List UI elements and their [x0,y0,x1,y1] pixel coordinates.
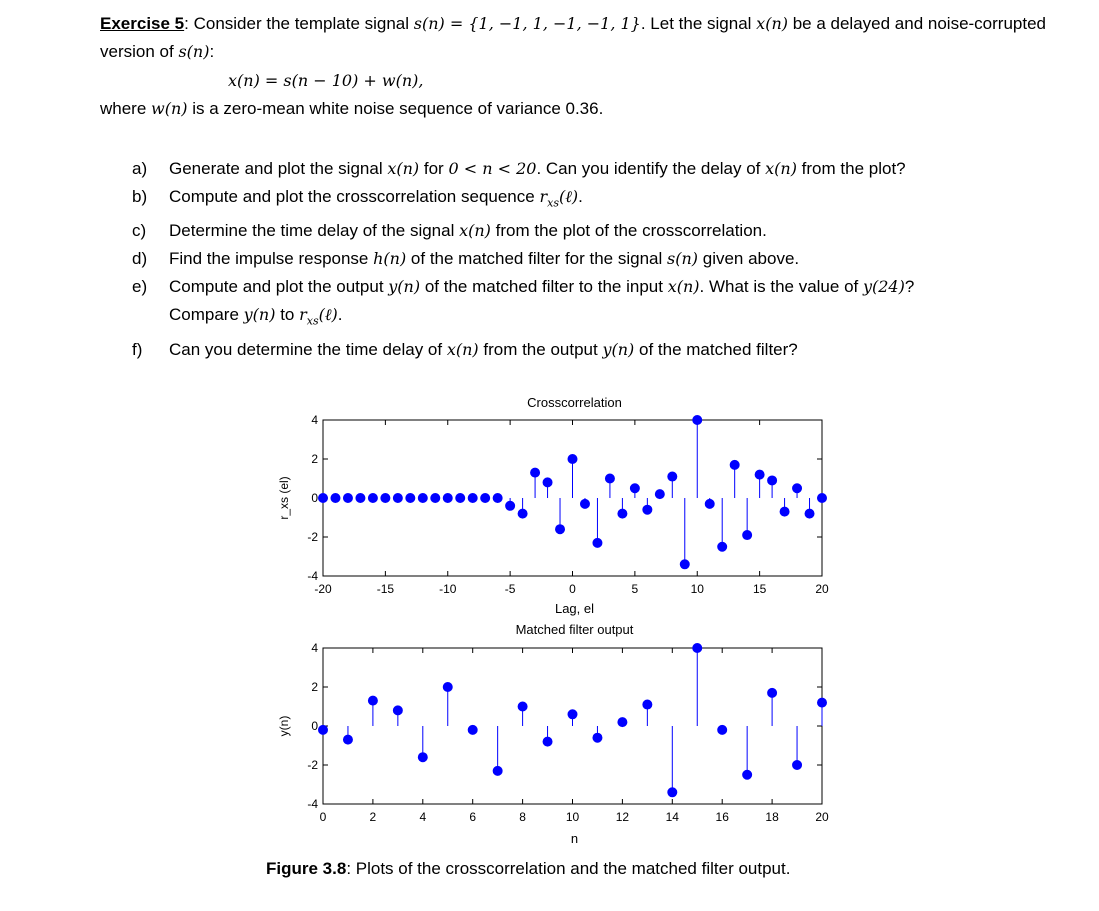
intro-text-a: : Consider the template signal [184,14,414,33]
template-signal-math: s(n) = {1, −1, 1, −1, −1, 1} [413,14,641,33]
stem-marker [431,494,440,503]
stem-marker [743,531,752,540]
chart-crosscorr [277,395,829,616]
stem-marker [418,753,427,762]
figure-caption-text: : Plots of the crosscorrelation and the matched filter output. [346,859,791,878]
where-text-b: is a zero-mean white noise sequence of variance 0.36. [187,99,604,118]
stem-marker [568,455,577,464]
y-axis-label: r_xs (el) [277,476,291,520]
question-label: e) [132,277,148,297]
question-text: Compare [169,305,244,325]
figure-caption-label: Figure 3.8 [266,859,347,878]
stem-marker [643,700,652,709]
question-math: y(n) [602,339,635,359]
question-math: 0 < n < 20 [448,159,537,178]
stem-marker [693,644,702,653]
question-label: a) [132,159,148,178]
stem-marker [393,706,402,715]
question-math: xs [547,196,559,210]
question-text: Compute and plot the crosscorrelation sequence [169,187,540,206]
question-text: Compute and plot the output [169,277,389,297]
question-math: x(n) [765,159,797,178]
stem-marker [456,494,465,503]
y-tick-label: 0 [311,491,318,505]
stem-marker [743,770,752,779]
question-text: to [275,305,300,325]
question-text: . What is the value of [699,277,863,297]
stem-marker [705,499,714,508]
question-math: xs [306,314,319,328]
question-math: r [299,305,307,325]
question-math: x(n) [667,277,700,297]
x-tick-label: 4 [419,810,427,824]
stem-marker [818,494,827,503]
stem-marker [418,494,427,503]
stem-marker [331,494,340,503]
stem-marker [443,683,452,692]
stem-marker [768,688,777,697]
y-tick-label: -2 [307,530,318,544]
stem-marker [356,494,365,503]
x-tick-label: 18 [765,810,779,824]
x-tick-label: 15 [752,582,767,596]
stem-marker [543,737,552,746]
stem-marker [368,696,377,705]
stem-marker [718,542,727,551]
stem-marker [768,476,777,485]
stem-marker [343,735,352,744]
stem-marker [580,499,589,508]
stem-marker [618,718,627,727]
question-text: . [578,187,583,206]
stem-marker [468,494,477,503]
stem-marker [493,494,502,503]
question-text: Generate and plot the signal [169,159,388,178]
x-tick-label: -20 [314,582,332,596]
stem-marker [818,698,827,707]
stem-marker [481,494,490,503]
signal-equation: x(n) = s(n − 10) + w(n), [228,71,424,90]
stem-marker [493,766,502,775]
x-tick-label: 20 [815,810,829,824]
stem-marker [805,509,814,518]
figure-caption [266,857,790,881]
question-math: x(n) [459,221,491,241]
question-text: . [337,305,343,325]
stem-marker [381,494,390,503]
stem-marker [655,490,664,499]
question-label: d) [132,249,148,269]
stem-marker [605,474,614,483]
stem-marker [443,494,452,503]
question-text: of the matched filter to the input [420,277,668,297]
stem-marker [568,710,577,719]
stem-marker [343,494,352,503]
x-axis-label: Lag, el [554,601,595,616]
signal-s-math: s(n) [178,42,210,61]
intro-text-b: . Let the signal [640,14,757,33]
question-math: s(n) [667,249,699,269]
stem-marker [668,788,677,797]
stem-marker [593,538,602,547]
stem-marker [406,494,415,503]
question-text: Can you determine the time delay of [169,339,447,359]
stem-marker [780,507,789,516]
exercise-label: Exercise 5 [100,14,185,33]
noise-math: w(n) [151,99,188,118]
question-math: y(n) [388,277,421,297]
y-axis-label: y(n) [277,715,291,737]
stem-marker [319,494,328,503]
stem-marker [668,472,677,481]
x-tick-label: 5 [631,582,639,596]
question-math: r [539,187,548,206]
question-text: from the plot of the crosscorrelation. [490,221,767,241]
stem-marker [543,478,552,487]
stem-marker [718,725,727,734]
question-text: from the output [478,339,603,359]
stem-marker [793,761,802,770]
signal-x-math: x(n) [756,14,788,33]
x-tick-label: -5 [504,582,516,596]
stem-marker [518,702,527,711]
stem-marker [531,468,540,477]
intro-text-d: : [209,42,215,61]
y-tick-label: -4 [307,797,318,811]
stem-marker [556,525,565,534]
y-tick-label: 2 [311,680,318,694]
question-text: Find the impulse response [169,249,374,269]
stem-marker [593,733,602,742]
stem-marker [618,509,627,518]
x-tick-label: -15 [376,582,395,596]
question-math: h(n) [373,249,407,269]
x-tick-label: 14 [665,810,679,824]
stem-marker [643,505,652,514]
x-tick-label: 6 [469,810,477,824]
x-tick-label: 20 [815,582,829,596]
x-tick-label: 10 [690,582,704,596]
x-tick-label: 0 [319,810,327,824]
question-text: Determine the time delay of the signal [169,221,460,241]
question-math: x(n) [387,159,420,178]
question-math: y(n) [243,305,276,325]
y-tick-label: 2 [311,452,318,466]
question-label: f) [132,339,143,359]
stem-marker [793,484,802,493]
chart-matched [277,622,829,846]
x-axis-label: n [570,831,579,846]
stem-marker [680,560,689,569]
question-text: . Can you identify the delay of [536,159,766,178]
x-tick-label: 16 [715,810,729,824]
x-tick-label: 0 [569,582,576,596]
question-label: b) [132,187,148,206]
stem-marker [755,470,764,479]
x-tick-label: -10 [439,582,457,596]
question-text: of the matched filter for the signal [406,249,668,269]
chart-title: Matched filter output [515,622,634,637]
question-text: for [419,159,449,178]
stem-marker [518,509,527,518]
question-text: given above. [698,249,800,269]
stem-marker [393,494,402,503]
question-text: ? [904,277,915,297]
y-tick-label: -4 [307,569,318,583]
stem-marker [730,460,739,469]
question-label: c) [132,221,147,241]
stem-marker [319,725,328,734]
question-math: y(24) [862,277,905,297]
stem-marker [630,484,639,493]
chart-title: Crosscorrelation [527,395,622,410]
intro-text-c: be a delayed and noise-corrupted version of [100,14,1046,61]
x-tick-label: 10 [565,810,580,824]
stem-marker [506,501,515,510]
y-tick-label: 4 [311,413,318,427]
question-text: of the matched filter? [634,339,798,359]
y-tick-label: -2 [307,758,318,772]
x-tick-label: 2 [369,810,377,824]
stem-marker [468,725,477,734]
where-text-a: where [100,99,152,118]
stem-marker [693,416,702,425]
question-math: (ℓ) [558,187,579,206]
question-math: x(n) [446,339,479,359]
question-text: from the plot? [796,159,906,178]
x-tick-label: 8 [519,810,526,824]
question-math: (ℓ) [318,305,338,325]
y-tick-label: 0 [311,719,318,733]
stem-marker [368,494,377,503]
x-tick-label: 12 [615,810,630,824]
y-tick-label: 4 [311,641,318,655]
